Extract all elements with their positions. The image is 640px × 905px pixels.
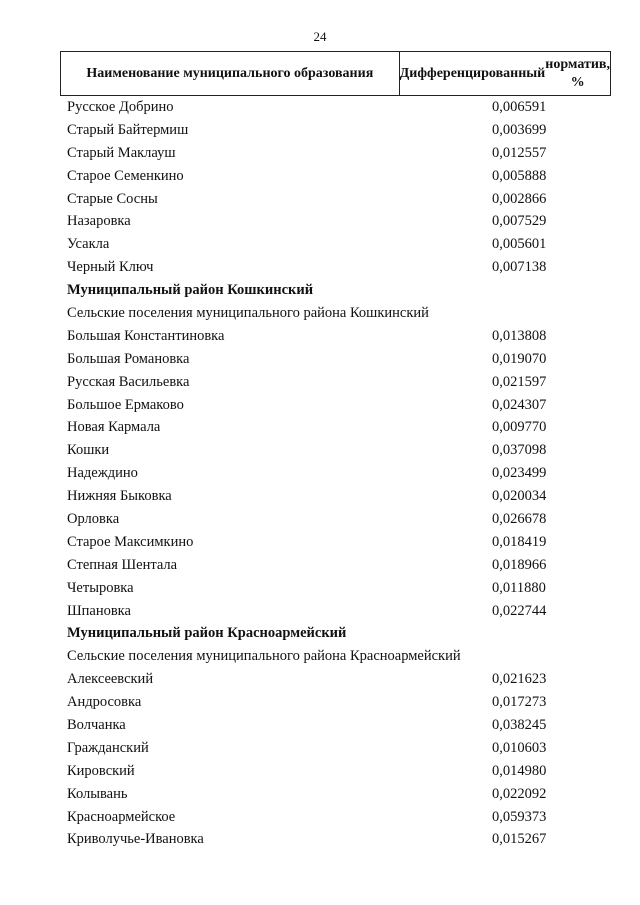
municipality-name: Волчанка: [67, 716, 126, 733]
table-row: [60, 783, 611, 806]
norm-value: 0,003699: [492, 121, 547, 138]
norm-value: 0,059373: [492, 808, 547, 825]
municipality-name: Старые Сосны: [67, 190, 158, 207]
norm-value: 0,022744: [492, 602, 547, 619]
norm-value: 0,009770: [492, 419, 547, 436]
municipality-name: Нижняя Быковка: [67, 488, 172, 505]
table-row: [60, 210, 611, 233]
municipality-name: Старый Маклауш: [67, 144, 176, 161]
municipality-name: Русская Васильевка: [67, 373, 190, 390]
municipality-name: Степная Шентала: [67, 556, 178, 573]
norm-value: 0,023499: [492, 465, 547, 482]
norm-value: 0,011880: [492, 579, 546, 596]
norm-value: 0,024307: [492, 396, 547, 413]
norm-value: 0,026678: [492, 510, 547, 527]
table-row: [60, 462, 611, 485]
table-row: [60, 348, 611, 371]
municipality-name: Муниципальный район Кошкинский: [67, 282, 314, 299]
table-row: [60, 394, 611, 417]
norm-value: 0,012557: [492, 144, 547, 161]
municipality-name: Усакла: [67, 236, 110, 253]
table-row: [60, 233, 611, 256]
municipality-name: Сельские поселения муниципального района Красноармейский: [67, 648, 461, 665]
column-header-norm: [400, 52, 610, 95]
norm-value: 0,017273: [492, 694, 547, 711]
norm-value: 0,022092: [492, 785, 547, 802]
norm-value: 0,020034: [492, 488, 547, 505]
subsection-heading-row: [60, 302, 611, 325]
municipality-name: Старое Семенкино: [67, 167, 184, 184]
table-body: [60, 96, 611, 851]
norm-value: 0,037098: [492, 442, 547, 459]
municipality-name: Большое Ермаково: [67, 396, 184, 413]
municipality-name: Криволучье-Ивановка: [67, 831, 204, 848]
table-row: [60, 371, 611, 394]
municipality-name: Большая Константиновка: [67, 327, 225, 344]
table-row: [60, 737, 611, 760]
municipality-name: Колывань: [67, 785, 128, 802]
norm-value: 0,021623: [492, 671, 547, 688]
municipality-name: Старое Максимкино: [67, 533, 194, 550]
norm-value: 0,005888: [492, 167, 547, 184]
municipality-name: Черный Ключ: [67, 259, 154, 276]
page-number: 24: [313, 29, 327, 44]
municipality-name: Андросовка: [67, 694, 142, 711]
column-header-name: Наименование муниципального образования: [61, 52, 400, 95]
table-row: [60, 416, 611, 439]
municipality-name: Четыровка: [67, 579, 134, 596]
norm-value: 0,007138: [492, 259, 547, 276]
table-row: [60, 668, 611, 691]
municipality-name: Кировский: [67, 762, 135, 779]
municipality-name: Сельские поселения муниципального района Кошкинский: [67, 304, 429, 321]
table-row: [60, 119, 611, 142]
norm-value: 0,010603: [492, 739, 547, 756]
table-row: [60, 577, 611, 600]
municipality-name: Кошки: [67, 442, 110, 459]
table-row: [60, 165, 611, 188]
table-row: [60, 439, 611, 462]
norm-value: 0,007529: [492, 213, 547, 230]
section-heading-row: [60, 279, 611, 302]
norm-value: 0,021597: [492, 373, 547, 390]
column-header-norm-line1: Дифференцированный: [399, 65, 546, 81]
municipality-name: Надеждино: [67, 465, 138, 482]
norm-value: 0,006591: [492, 98, 547, 115]
table-row: [60, 485, 611, 508]
norms-table: [60, 51, 611, 851]
subsection-heading-row: [60, 645, 611, 668]
table-row: [60, 829, 611, 852]
table-row: [60, 554, 611, 577]
norm-value: 0,015267: [492, 831, 547, 848]
municipality-name: Красноармейское: [67, 808, 176, 825]
section-heading-row: [60, 622, 611, 645]
table-row: [60, 188, 611, 211]
table-row: [60, 508, 611, 531]
municipality-name: Старый Байтермиш: [67, 121, 189, 138]
municipality-name: Орловка: [67, 510, 120, 527]
norm-value: 0,018966: [492, 556, 547, 573]
table-row: [60, 600, 611, 623]
column-header-norm-line2: норматив, %: [545, 56, 610, 90]
norm-value: 0,018419: [492, 533, 547, 550]
municipality-name: Русское Добрино: [67, 98, 174, 115]
norm-value: 0,005601: [492, 236, 547, 253]
table-row: [60, 142, 611, 165]
table-row: [60, 760, 611, 783]
table-row: [60, 806, 611, 829]
table-row: [60, 531, 611, 554]
table-row: [60, 325, 611, 348]
table-row: [60, 96, 611, 119]
norm-value: 0,019070: [492, 350, 547, 367]
table-row: [60, 691, 611, 714]
table-header: [60, 51, 611, 96]
norm-value: 0,002866: [492, 190, 547, 207]
municipality-name: Назаровка: [67, 213, 131, 230]
municipality-name: Муниципальный район Красноармейский: [67, 625, 347, 642]
municipality-name: Новая Кармала: [67, 419, 161, 436]
municipality-name: Гражданский: [67, 739, 149, 756]
norm-value: 0,013808: [492, 327, 547, 344]
norm-value: 0,038245: [492, 716, 547, 733]
norm-value: 0,014980: [492, 762, 547, 779]
table-row: [60, 714, 611, 737]
table-row: [60, 256, 611, 279]
municipality-name: Шпановка: [67, 602, 131, 619]
municipality-name: Алексеевский: [67, 671, 154, 688]
municipality-name: Большая Романовка: [67, 350, 190, 367]
